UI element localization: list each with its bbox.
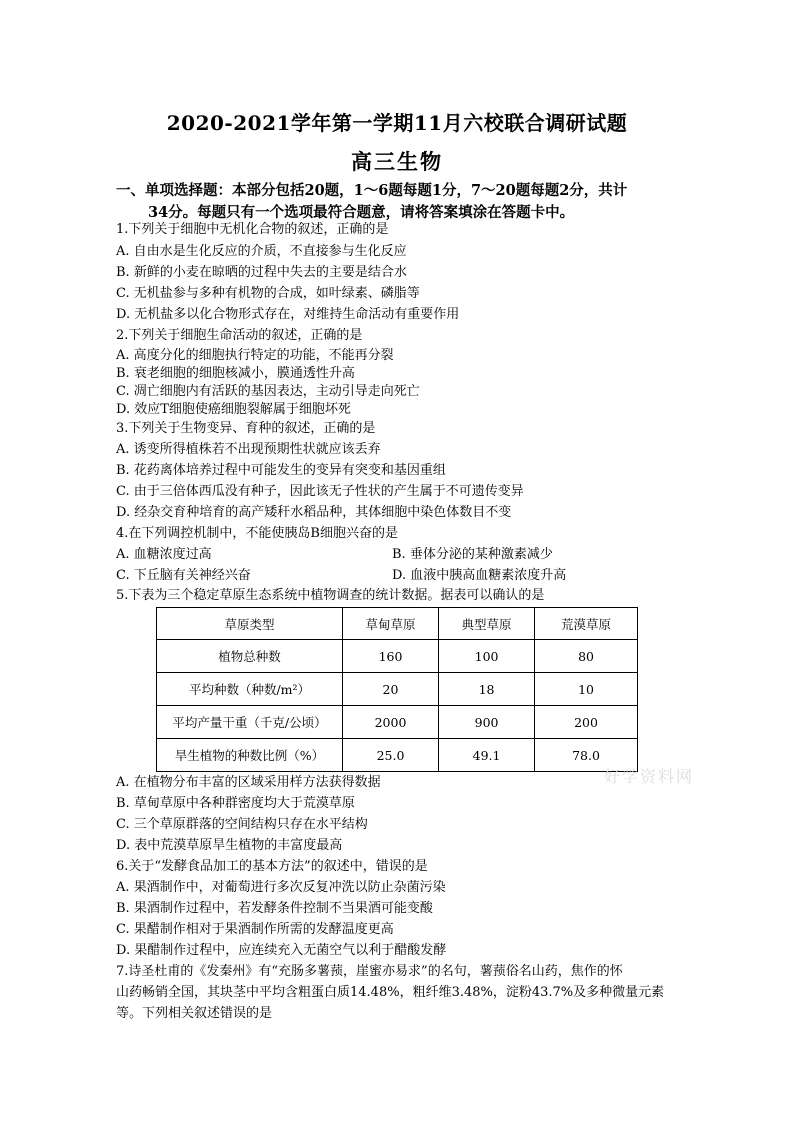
table-cell: 80 bbox=[535, 640, 638, 673]
question-7-line-1: 7.诗圣杜甫的《发秦州》有“充肠多薯蓣，崖蜜亦易求”的名句，薯蓣俗名山药，焦作的怀 bbox=[116, 964, 623, 979]
table-header-cell: 荒漠草原 bbox=[535, 608, 638, 640]
question-5-option-d: D. 表中荒漠草原旱生植物的丰富度最高 bbox=[116, 838, 343, 853]
question-6-option-a: A. 果酒制作中，对葡萄进行多次反复冲洗以防止杂菌污染 bbox=[116, 880, 446, 895]
grassland-survey-table bbox=[156, 607, 638, 772]
table-row bbox=[157, 739, 638, 772]
table-cell: 20 bbox=[342, 673, 438, 706]
table-cell: 平均种数（种数/m²） bbox=[157, 673, 343, 706]
question-1-stem: 1.下列关于细胞中无机化合物的叙述，正确的是 bbox=[116, 222, 389, 237]
question-5-option-b: B. 草甸草原中各种群密度均大于荒漠草原 bbox=[116, 796, 355, 811]
question-3-option-d: D. 经杂交育种培育的高产矮秆水稻品种，其体细胞中染色体数目不变 bbox=[116, 505, 512, 520]
question-6-stem: 6.关于“发酵食品加工的基本方法”的叙述中，错误的是 bbox=[116, 859, 428, 874]
table-cell: 49.1 bbox=[439, 739, 535, 772]
table-header-row bbox=[157, 608, 638, 640]
question-2-option-c: C. 凋亡细胞内有活跃的基因表达，主动引导走向死亡 bbox=[116, 384, 420, 399]
question-4-option-c: C. 下丘脑有关神经兴奋 bbox=[116, 568, 251, 583]
question-1-option-a: A. 自由水是生化反应的介质，不直接参与生化反应 bbox=[116, 244, 407, 259]
table-row bbox=[157, 706, 638, 739]
table-cell: 18 bbox=[439, 673, 535, 706]
table-cell: 2000 bbox=[342, 706, 438, 739]
question-1-option-b: B. 新鲜的小麦在晾晒的过程中失去的主要是结合水 bbox=[116, 265, 407, 280]
question-6-option-c: C. 果醋制作相对于果酒制作所需的发酵温度更高 bbox=[116, 922, 394, 937]
table-cell: 旱生植物的种数比例（%） bbox=[157, 739, 343, 772]
question-6-option-b: B. 果酒制作过程中，若发酵条件控制不当果酒可能变酸 bbox=[116, 901, 433, 916]
question-5-stem: 5.下表为三个稳定草原生态系统中植物调查的统计数据。据表可以确认的是 bbox=[116, 588, 545, 603]
section-line-2: 34分。每题只有一个选项最符合题意，请将答案填涂在答题卡中。 bbox=[148, 204, 575, 221]
table-cell: 100 bbox=[439, 640, 535, 673]
table-header-cell: 典型草原 bbox=[439, 608, 535, 640]
question-7-line-2: 山药畅销全国，其块茎中平均含粗蛋白质14.48%，粗纤维3.48%，淀粉43.7%及多种微量元素 bbox=[116, 985, 665, 1000]
exam-subtitle: 高三生物 bbox=[351, 149, 443, 174]
exam-title: 2020-2021学年第一学期11月六校联合调研试题 bbox=[166, 111, 628, 135]
table-header-cell: 草甸草原 bbox=[342, 608, 438, 640]
question-4-option-b: B. 垂体分泌的某种激素减少 bbox=[392, 547, 553, 562]
table-cell: 10 bbox=[535, 673, 638, 706]
question-7-line-3: 等。下列相关叙述错误的是 bbox=[116, 1006, 273, 1021]
table-cell: 78.0 bbox=[535, 739, 638, 772]
question-2-option-b: B. 衰老细胞的细胞核减小，膜通透性升高 bbox=[116, 366, 355, 381]
table-row bbox=[157, 673, 638, 706]
question-3-option-b: B. 花药离体培养过程中可能发生的变异有突变和基因重组 bbox=[116, 463, 446, 478]
question-3-stem: 3.下列关于生物变异、育种的叙述，正确的是 bbox=[116, 421, 376, 436]
question-5-option-c: C. 三个草原群落的空间结构只存在水平结构 bbox=[116, 817, 368, 832]
table-cell: 25.0 bbox=[342, 739, 438, 772]
question-5-option-a: A. 在植物分布丰富的区域采用样方法获得数据 bbox=[116, 775, 381, 790]
table-header-cell: 草原类型 bbox=[157, 608, 343, 640]
watermark: 好学资料网 bbox=[604, 767, 695, 786]
question-3-option-a: A. 诱变所得植株若不出现预期性状就应该丢弃 bbox=[116, 442, 381, 457]
table-cell: 植物总种数 bbox=[157, 640, 343, 673]
table-cell: 160 bbox=[342, 640, 438, 673]
question-2-option-a: A. 高度分化的细胞执行特定的功能，不能再分裂 bbox=[116, 348, 394, 363]
question-4-option-d: D. 血液中胰高血糖素浓度升高 bbox=[392, 568, 567, 583]
table-cell: 200 bbox=[535, 706, 638, 739]
question-4-option-a: A. 血糖浓度过高 bbox=[116, 547, 212, 562]
table-cell: 平均产量干重（千克/公顷） bbox=[157, 706, 343, 739]
question-4-stem: 4.在下列调控机制中，不能使胰岛B细胞兴奋的是 bbox=[116, 526, 398, 541]
table-cell: 900 bbox=[439, 706, 535, 739]
question-1-option-c: C. 无机盐参与多种有机物的合成，如叶绿素、磷脂等 bbox=[116, 286, 420, 301]
section-instructions bbox=[116, 180, 688, 224]
question-1-option-d: D. 无机盐多以化合物形式存在，对维持生命活动有重要作用 bbox=[116, 307, 460, 322]
question-2-option-d: D. 效应T细胞使癌细胞裂解属于细胞坏死 bbox=[116, 402, 351, 417]
question-3-option-c: C. 由于三倍体西瓜没有种子，因此该无子性状的产生属于不可遗传变异 bbox=[116, 484, 524, 499]
table-row bbox=[157, 640, 638, 673]
question-6-option-d: D. 果醋制作过程中，应连续充入无菌空气以利于醋酸发酵 bbox=[116, 943, 447, 958]
question-2-stem: 2.下列关于细胞生命活动的叙述，正确的是 bbox=[116, 328, 363, 343]
section-line-1: 一、单项选择题：本部分包括20题，1～6题每题1分，7～20题每题2分，共计 bbox=[116, 182, 628, 199]
